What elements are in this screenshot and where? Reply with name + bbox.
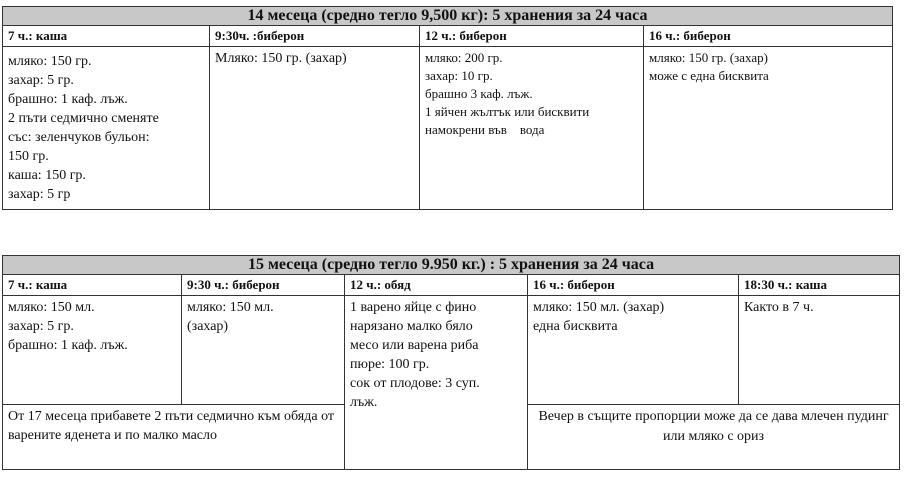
text-line: може с една бисквита bbox=[649, 68, 769, 83]
text-line: (захар) bbox=[187, 319, 229, 334]
text-line: нарязано малко бяло bbox=[350, 319, 473, 334]
header-930-bottle: 9:30ч. :биберон bbox=[210, 26, 420, 47]
header-1830-porridge: 18:30 ч.: каша bbox=[739, 275, 900, 296]
text-line: захар: 5 гр. bbox=[8, 319, 74, 334]
text-line: мляко: 150 мл. bbox=[8, 300, 95, 315]
note-text: Вечер в същите пропорции може да се дава млечен пудинг или мляко с ориз bbox=[538, 409, 889, 444]
text-line: захар: 10 гр. bbox=[425, 68, 493, 83]
cell-930-content bbox=[182, 296, 345, 405]
header-930-bottle: 9:30 ч.: биберон bbox=[182, 275, 345, 296]
text-line: захар: 5 гр bbox=[8, 187, 71, 202]
text-line: мляко: 150 мл. (захар) bbox=[533, 300, 665, 315]
header-7h-porridge: 7 ч.: каша bbox=[3, 275, 182, 296]
text-line: намокрени във вода bbox=[425, 122, 545, 137]
cell-930-content bbox=[210, 47, 420, 210]
feeding-table-15-months bbox=[2, 255, 900, 470]
text-line: 2 пъти седмично сменяте bbox=[8, 111, 159, 126]
text-line: брашно 3 каф. лъж. bbox=[425, 86, 533, 101]
text-line: 1 варено яйце с фино bbox=[350, 300, 477, 315]
text-line: Както в 7 ч. bbox=[744, 300, 814, 315]
text-line: захар: 5 гр. bbox=[8, 73, 74, 88]
cell-7h-content bbox=[3, 296, 182, 405]
text-line: Мляко: 150 гр. (захар) bbox=[215, 51, 347, 66]
cell-16h-content bbox=[644, 47, 893, 210]
header-12h-bottle: 12 ч.: биберон bbox=[420, 26, 644, 47]
text-line: мляко: 150 мл. bbox=[187, 300, 274, 315]
text-line: мляко: 150 гр. bbox=[8, 54, 92, 69]
cell-1830-content bbox=[739, 296, 900, 405]
note-evening bbox=[528, 405, 900, 470]
note-from-17-months bbox=[3, 405, 345, 470]
text-line: брашно: 1 каф. лъж. bbox=[8, 92, 128, 107]
text-line: сок от плодове: 3 суп. bbox=[350, 376, 480, 391]
cell-12h-content bbox=[420, 47, 644, 210]
text-line: брашно: 1 каф. лъж. bbox=[8, 338, 128, 353]
header-16h-bottle: 16 ч.: биберон bbox=[528, 275, 739, 296]
note-text: От 17 месеца прибавете 2 пъти седмично към обяда от варените яденета и по малко масло bbox=[8, 409, 334, 443]
cell-16h-content bbox=[528, 296, 739, 405]
table-title-15-months: 15 месеца (средно тегло 9.950 кг.) : 5 хранения за 24 часа bbox=[3, 256, 900, 275]
text-line: мляко: 150 гр. (захар) bbox=[649, 50, 768, 65]
text-line: мляко: 200 гр. bbox=[425, 50, 503, 65]
text-line: каша: 150 гр. bbox=[8, 168, 86, 183]
text-line: 150 гр. bbox=[8, 149, 49, 164]
feeding-table-14-months bbox=[2, 6, 893, 210]
header-16h-bottle: 16 ч.: биберон bbox=[644, 26, 893, 47]
text-line: пюре: 100 гр. bbox=[350, 357, 430, 372]
cell-12h-content bbox=[345, 296, 528, 470]
text-line: месо или варена риба bbox=[350, 338, 479, 353]
text-line: със: зеленчуков бульон: bbox=[8, 130, 150, 145]
header-7h-porridge: 7 ч.: каша bbox=[3, 26, 210, 47]
text-line: лъж. bbox=[350, 395, 378, 410]
header-12h-lunch: 12 ч.: обяд bbox=[345, 275, 528, 296]
text-line: една бисквита bbox=[533, 319, 618, 334]
cell-7h-content bbox=[3, 47, 210, 210]
table-title-14-months: 14 месеца (средно тегло 9,500 кг): 5 хранения за 24 часа bbox=[3, 7, 893, 26]
text-line: 1 яйчен жълтък или бисквити bbox=[425, 104, 590, 119]
